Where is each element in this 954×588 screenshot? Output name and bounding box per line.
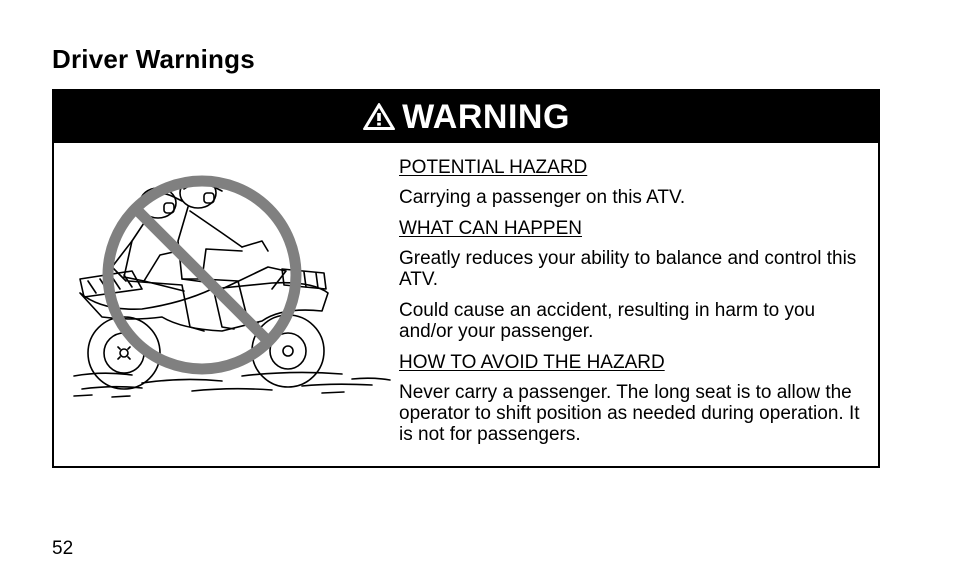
- potential-hazard-text: Carrying a passenger on this ATV.: [399, 187, 686, 208]
- page-title: Driver Warnings: [52, 44, 255, 74]
- what-can-happen-text-1: Greatly reduces your ability to balance and control this ATV.: [399, 248, 857, 290]
- warning-box: [52, 89, 880, 468]
- warning-text: [399, 157, 867, 455]
- warning-label: WARNING: [402, 97, 570, 136]
- avoid-hazard-heading: HOW TO AVOID THE HAZARD: [399, 352, 665, 373]
- warning-triangle-icon: [362, 102, 396, 132]
- page-number: 52: [52, 538, 74, 559]
- potential-hazard-heading: POTENTIAL HAZARD: [399, 157, 588, 178]
- avoid-hazard-text: Never carry a passenger. The long seat is to allow the operator to shift position as needed during operation. It is not for passengers.: [399, 382, 860, 445]
- what-can-happen-text-2: Could cause an accident, resulting in harm to you and/or your passenger.: [399, 300, 816, 342]
- warning-header: [54, 91, 878, 143]
- atv-passenger-prohibited-illustration: [72, 171, 392, 406]
- what-can-happen-heading: WHAT CAN HAPPEN: [399, 218, 582, 239]
